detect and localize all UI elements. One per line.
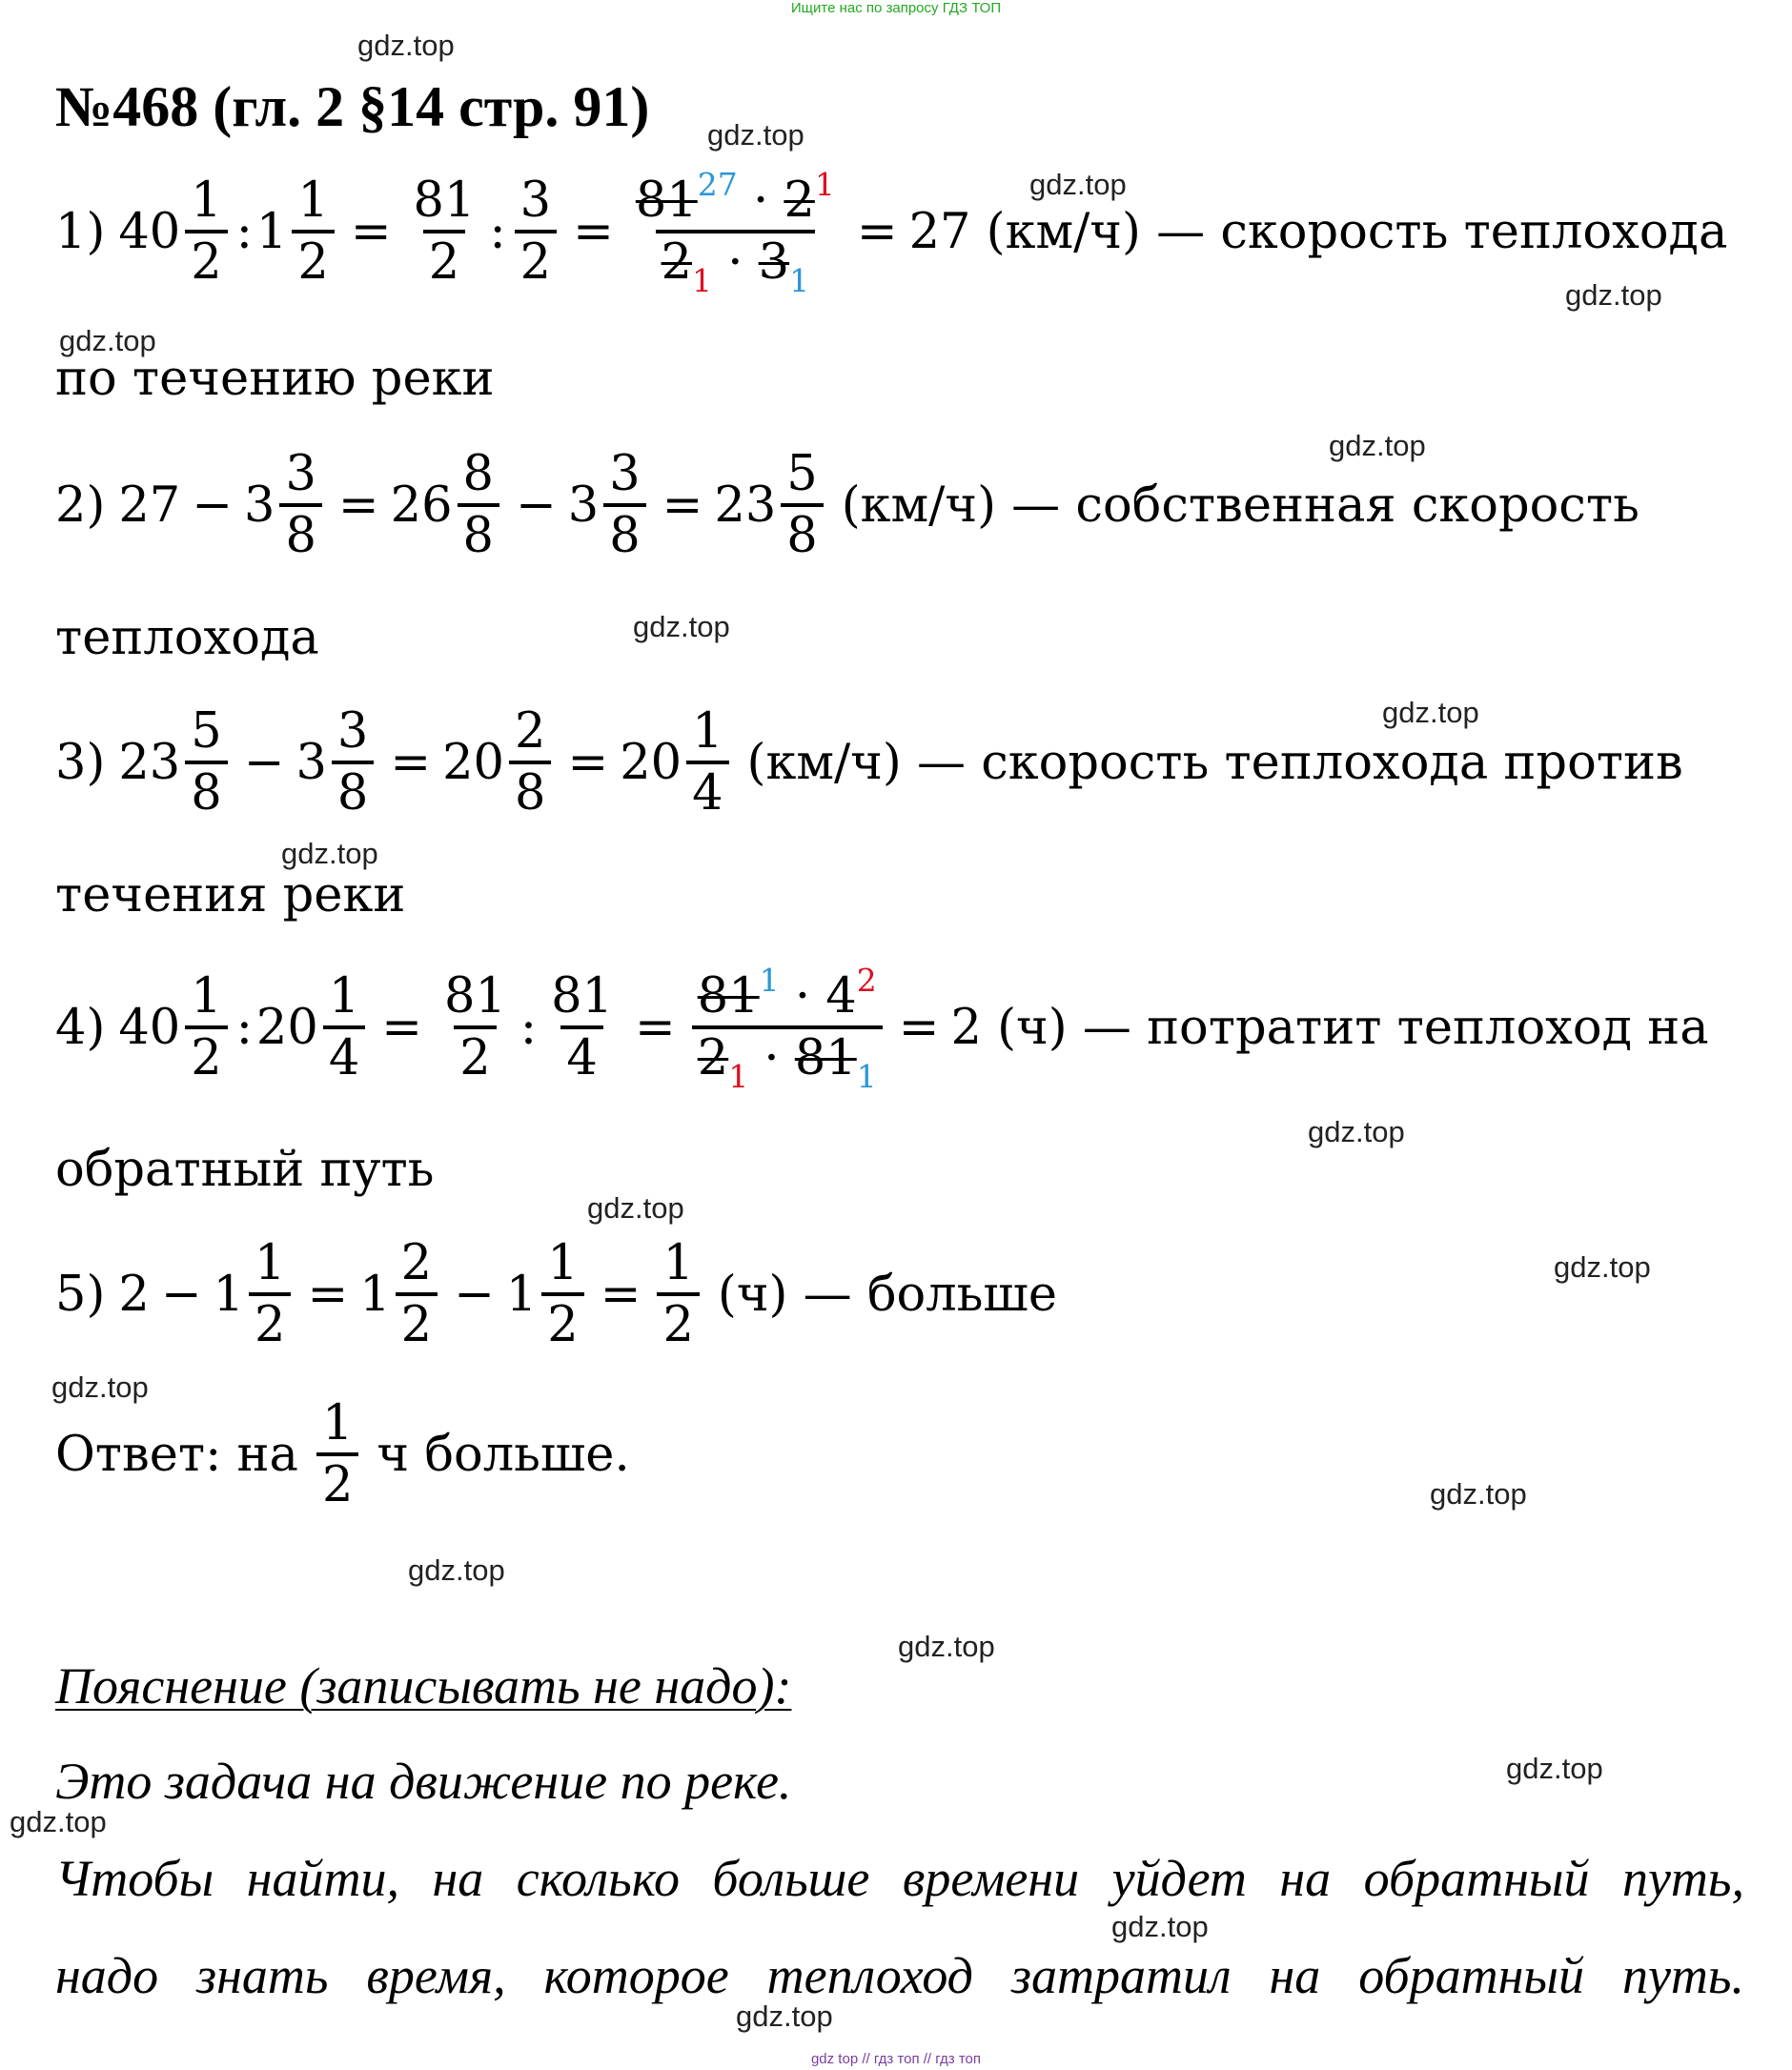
watermark: gdz.top (1029, 168, 1127, 201)
whole: 40 (118, 203, 181, 260)
watermark: gdz.top (357, 29, 455, 62)
step-4-continuation: обратный путь (55, 1142, 435, 1198)
explanation-paragraph: Это задача на движение по реке. (55, 1753, 792, 1810)
fraction: $\frac{2}{2}$ (396, 1239, 438, 1350)
watermark: gdz.top (1430, 1477, 1527, 1511)
fraction: $\frac{5}{8}$ (185, 707, 227, 818)
step-result: 2 (ч) — потратит теплоход на (950, 999, 1709, 1056)
fraction: $\frac{1}{4}$ (323, 972, 365, 1083)
watermark: gdz.top (587, 1191, 684, 1225)
watermark: gdz.top (1554, 1250, 1651, 1284)
watermark: gdz.top (281, 837, 378, 870)
watermark: gdz.top (408, 1553, 505, 1587)
step-result: 27 (км/ч) — скорость теплохода (908, 203, 1728, 260)
fraction: $\frac{1}{4}$ (686, 707, 728, 818)
step-label: 1) (55, 203, 106, 260)
solution-step-3: 3) 23 $\frac{5}{8}$ − 3 $\frac{3}{8}$ = 20 $\frac{2}{8}$ = 20 $\frac{1}{4}$ (км/ч) — скорость теплохода против (55, 703, 1683, 822)
fraction: $\frac{81}{4}$ (551, 968, 613, 1086)
step-label: 5) (55, 1266, 106, 1323)
watermark: gdz.top (1111, 1910, 1209, 1943)
step-result: (ч) — больше (717, 1266, 1058, 1323)
step-label: 2) (55, 477, 106, 534)
fraction: $\frac{1}{2}$ (249, 1239, 291, 1350)
step-3-continuation: течения реки (55, 867, 406, 923)
fraction: $\frac{1}{2}$ (316, 1399, 358, 1510)
fraction: $\frac{5}{8}$ (781, 450, 823, 560)
reduced-fraction: $\frac{81^{27} \cdot 2^1}{2_1 \cdot 3_1}$ (635, 166, 835, 299)
watermark: gdz.top (51, 1370, 149, 1404)
step-result: (км/ч) — собственная скорость (841, 477, 1639, 534)
fraction: $\frac{2}{8}$ (509, 707, 551, 818)
watermark: gdz.top (898, 1630, 995, 1663)
watermark: gdz.top (1308, 1115, 1405, 1148)
watermark: gdz.top (10, 1805, 107, 1838)
fraction: $\frac{3}{8}$ (332, 707, 374, 818)
explanation-heading: Пояснение (записывать не надо): (55, 1657, 792, 1715)
step-result: (км/ч) — скорость теплохода против (746, 734, 1683, 791)
top-banner: Ищите нас по запросу ГДЗ ТОП (790, 0, 1002, 16)
explanation-paragraph: Чтобы найти, на сколько больше времени уйдет на обратный путь, (55, 1850, 1744, 1907)
solution-step-2: 2) 27 − 3 $\frac{3}{8}$ = 26 $\frac{8}{8}$ − 3 $\frac{3}{8}$ = 23 $\frac{5}{8}$ (км/ч) — собственная скорость (55, 446, 1639, 564)
fraction: $\frac{1}{2}$ (185, 176, 227, 287)
watermark: gdz.top (1382, 696, 1479, 729)
fraction: $\frac{81}{2}$ (444, 968, 506, 1086)
step-1-continuation: по течению реки (55, 351, 495, 407)
watermark: gdz.top (707, 118, 804, 152)
solution-step-5: 5) 2 − 1 $\frac{1}{2}$ = 1 $\frac{2}{2}$ − 1 $\frac{1}{2}$ = $\frac{1}{2}$ (ч) — больше (55, 1235, 1058, 1353)
fraction: $\frac{3}{8}$ (603, 450, 645, 560)
explanation-paragraph: надо знать время, которое теплоход затратил на обратный путь. (55, 1947, 1744, 2004)
fraction: $\frac{1}{2}$ (541, 1239, 583, 1350)
watermark: gdz.top (633, 610, 730, 643)
fraction: $\frac{3}{8}$ (279, 450, 321, 560)
reduced-fraction: $\frac{81^1 \cdot 4^2}{2_1 \cdot 81_1}$ (692, 972, 883, 1083)
fraction: $\frac{8}{8}$ (458, 450, 499, 560)
answer (55, 1395, 630, 1513)
solution-step-4: 4) 40 $\frac{1}{2}$ : 20 $\frac{1}{4}$ = $\frac{81}{2}$ : $\frac{81}{4}$ = $\frac{81^1 \cdot 4^2}{2_1 \cdot 81_1}$ = 2 (ч) — потратит теплоход на (55, 962, 1709, 1095)
watermark: gdz.top (1329, 429, 1426, 462)
page-title: №468 (гл. 2 §14 стр. 91) (55, 75, 650, 138)
watermark: gdz.top (1506, 1752, 1603, 1785)
watermark: gdz.top (736, 1999, 833, 2033)
fraction: $\frac{3}{2}$ (515, 176, 557, 287)
step-label: 3) (55, 734, 106, 791)
fraction: $\frac{81}{2}$ (413, 172, 476, 291)
watermark: gdz.top (59, 324, 156, 357)
answer-suffix: ч больше. (377, 1426, 630, 1483)
watermark: gdz.top (1565, 278, 1662, 312)
fraction: $\frac{1}{2}$ (657, 1239, 699, 1350)
answer-prefix: Ответ: на (55, 1426, 298, 1483)
bottom-banner: gdz top // гдз топ // гдз топ (810, 2051, 982, 2067)
fraction: $\frac{1}{2}$ (292, 176, 334, 287)
fraction: $\frac{1}{2}$ (185, 972, 227, 1083)
solution-step-1: 1) 40 $\frac{1}{2}$ : 1 $\frac{1}{2}$ = $\frac{81}{2}$ : $\frac{3}{2}$ = $\frac{81^{27} \cdot 2^1}{2_1 \cdot 3_1}$ = 27 (км/ч) — скорость теплохода (55, 166, 1728, 299)
whole: 1 (255, 203, 288, 260)
step-label: 4) (55, 999, 106, 1056)
step-2-continuation: теплохода (55, 610, 319, 666)
